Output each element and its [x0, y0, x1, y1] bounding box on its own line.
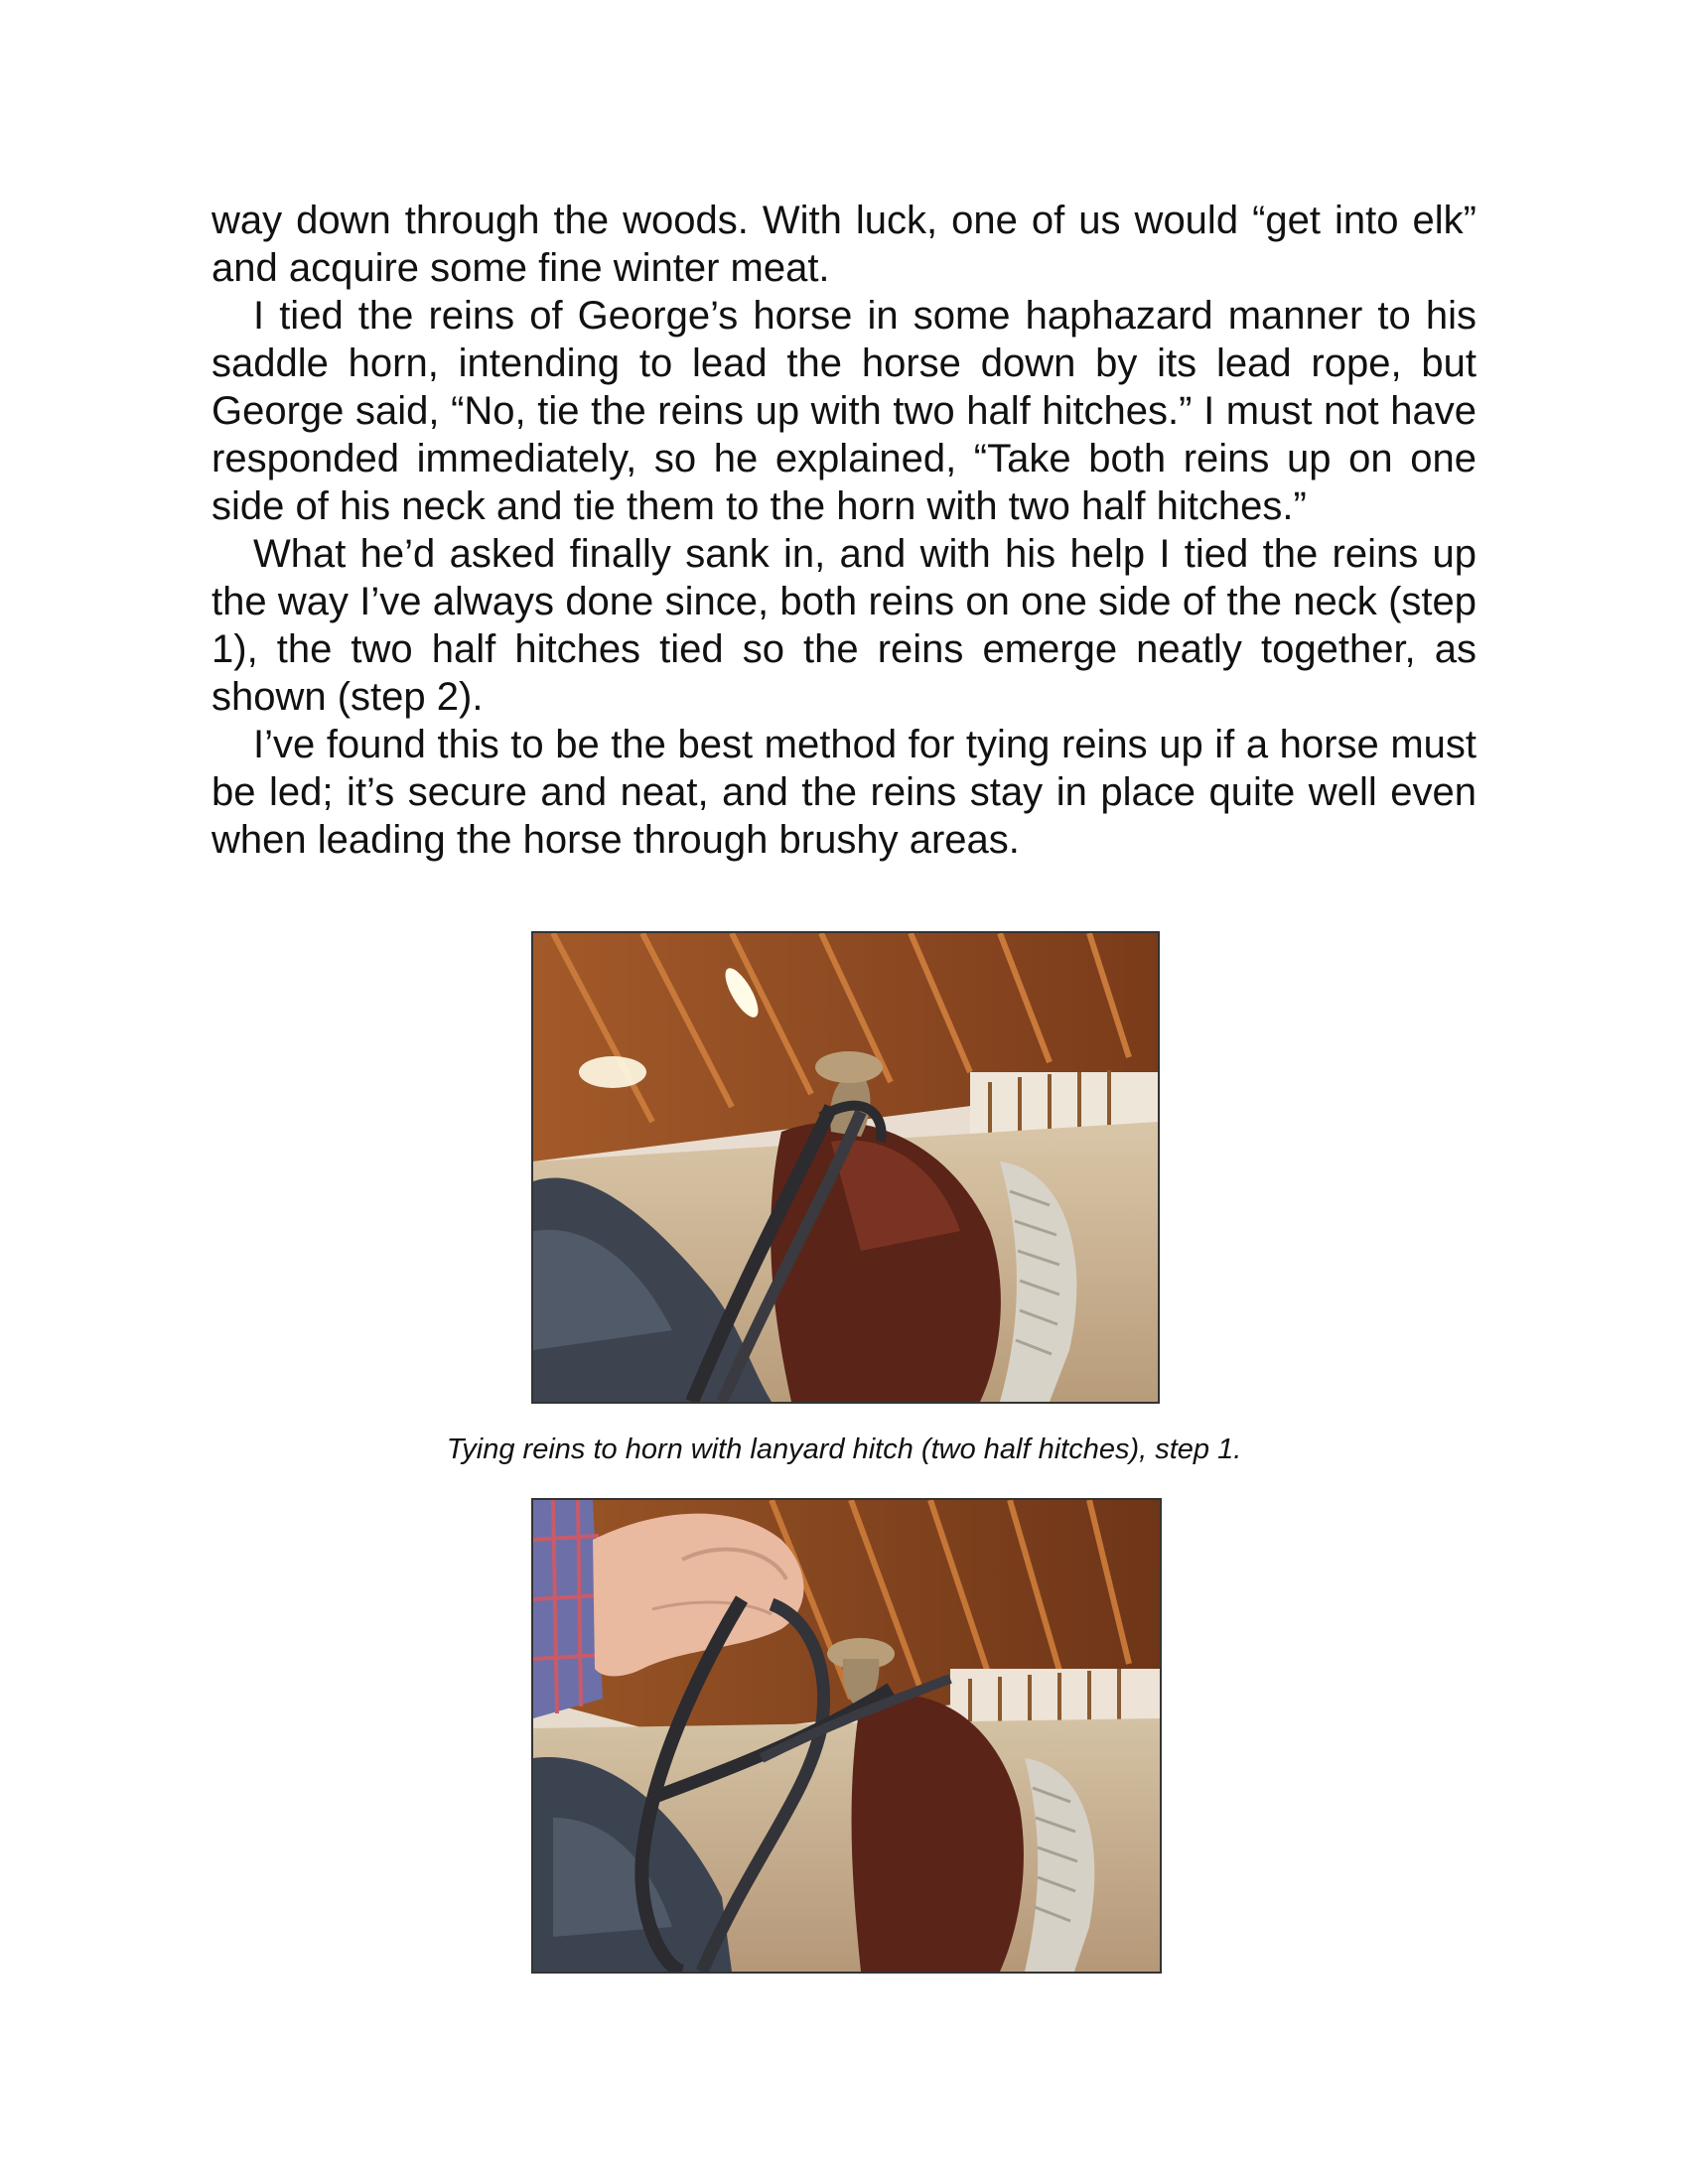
figure-caption-step-1: Tying reins to horn with lanyard hitch (two half hitches), step 1. [446, 1433, 1242, 1465]
step-1-photo [531, 931, 1160, 1404]
body-text [211, 197, 1477, 864]
paragraph-3: What he’d asked finally sank in, and with his help I tied the reins up the way I’ve always done since, both reins on one side of the neck (step 1), the two half hitches tied so the reins emerge neatly together, as shown (step 2). [211, 532, 1477, 719]
step-1-photo-illustration [533, 933, 1158, 1402]
step-2-photo-illustration [533, 1500, 1160, 1972]
paragraph-2: I tied the reins of George’s horse in some haphazard manner to his saddle horn, intending to lead the horse down by its lead rope, but George said, “No, tie the reins up with two half hitches.” I must not have responded immediately, so he explained, “Take both reins up on one side of his neck and tie them to the horn with two half hitches.” [211, 294, 1477, 528]
paragraph-4: I’ve found this to be the best method for tying reins up if a horse must be led; it’s secure and neat, and the reins stay in place quite well even when leading the horse through brushy areas. [211, 723, 1477, 862]
step-2-photo [531, 1498, 1162, 1974]
paragraph-1: way down through the woods. With luck, one of us would “get into elk” and acquire some fine winter meat. [211, 199, 1477, 290]
